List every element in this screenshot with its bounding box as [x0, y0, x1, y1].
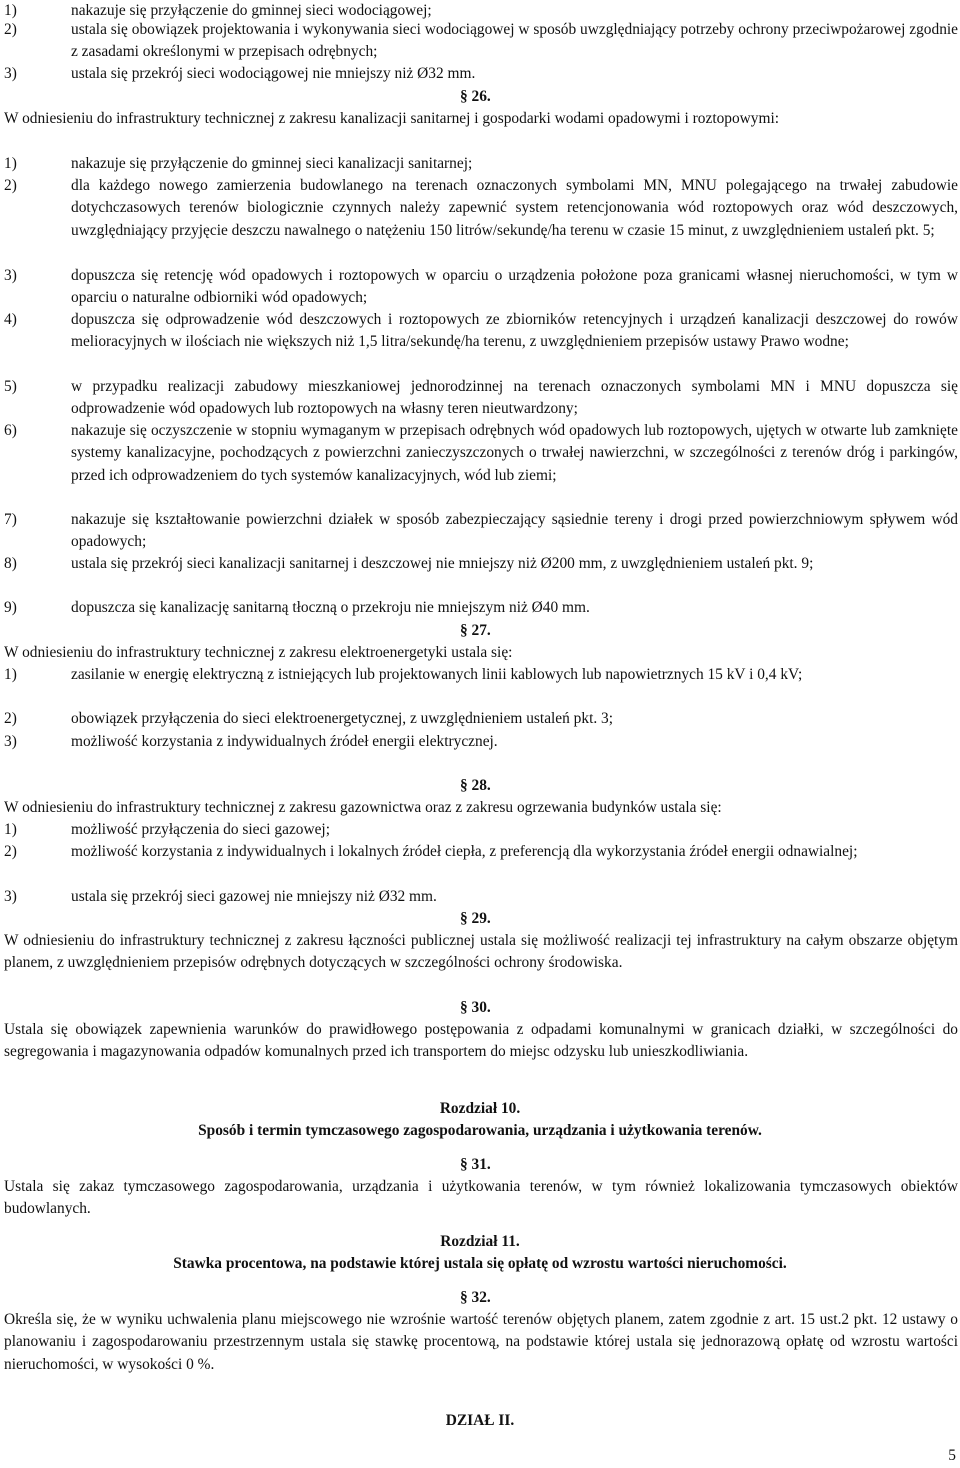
chapter-11-label: Rozdział 11.: [440, 1233, 520, 1250]
list-item-number: 2): [4, 177, 17, 194]
list-item: [4, 153, 958, 175]
list-item-number: 4): [4, 311, 17, 328]
list-item-text: ustala się obowiązek projektowania i wykonywania sieci wodociągowej w sposób uwzględniający potrzeby ochrony przeciwpożarowej zgodnie z zasadami określonymi w przepisach odrębnych;: [71, 21, 958, 61]
paragraph-32-heading: § 32.: [460, 1289, 491, 1306]
list-item: [4, 63, 958, 85]
list-item: [4, 819, 958, 841]
paragraph-29-text: W odniesieniu do infrastruktury technicznej z zakresu łączności publicznej ustala się możliwość realizacji tej infrastruktury na całym obszarze objętym planem, z uwzględnieniem przepisów odrębnych dotyczących w szczególności ochrony środowiska.: [4, 932, 958, 972]
list-item-text: ustala się przekrój sieci gazowej nie mniejszy niż Ø32 mm.: [71, 888, 437, 905]
list-item-text: możliwość przyłączenia do sieci gazowej;: [71, 821, 330, 838]
list-item: [4, 420, 958, 487]
list-item: [4, 597, 958, 619]
list-item: [4, 265, 958, 310]
paragraph-31-text: Ustala się zakaz tymczasowego zagospodarowania, urządzania i użytkowania terenów, w tym również lokalizowania tymczasowych obiektów budowlanych.: [4, 1178, 958, 1218]
list-item-text: ustala się przekrój sieci wodociągowej nie mniejszy niż Ø32 mm.: [71, 65, 476, 82]
list-item-number: 7): [4, 511, 17, 528]
list-item: [4, 841, 958, 863]
paragraph-32-text: Określa się, że w wyniku uchwalenia planu miejscowego nie wzrośnie wartość terenów objętych planem, zatem zgodnie z art. 15 ust.2 pkt. 12 ustawy o planowaniu i zagospodarowaniu przestrzennym ustala się stawkę procentową, na podstawie której ustala się jednorazową opłatę od wzrostu wartości nieruchomości, w wysokości 0 %.: [4, 1311, 958, 1373]
list-item-number: 1): [4, 2, 17, 19]
chapter-11-title: Stawka procentowa, na podstawie której ustala się opłatę od wzrostu wartości nieruchomości.: [173, 1255, 787, 1272]
list-item-number: 1): [4, 155, 17, 172]
paragraph-26-intro: W odniesieniu do infrastruktury technicznej z zakresu kanalizacji sanitarnej i gospodarki wodami opadowymi i roztopowymi:: [4, 110, 780, 127]
list-item-number: 1): [4, 666, 17, 683]
paragraph-28-heading: § 28.: [460, 777, 491, 794]
list-item: [4, 886, 958, 908]
chapter-10-label: Rozdział 10.: [439, 1100, 521, 1117]
list-item: [4, 175, 958, 242]
list-item-number: 3): [4, 733, 17, 750]
paragraph-30-heading: § 30.: [460, 999, 491, 1016]
page-number: 5: [948, 1447, 956, 1464]
list-item-text: dla każdego nowego zamierzenia budowlanego na terenach oznaczonych symbolami MN, MNU polegającego na trwałej zabudowie dotychczasowych terenów biologicznie czynnych należy zapewnić system retencjonowania wód roztopowych oraz wód deszczowych, uwzględniający przyjęcie deszczu nawalnego o natężeniu 150 litrów/sekundę/ha terenu w czasie 15 minut, z uwzględnieniem ustaleń pkt. 5;: [71, 177, 958, 239]
list-item: [4, 19, 958, 64]
list-item-number: 3): [4, 267, 17, 284]
paragraph-26-heading: § 26.: [460, 88, 491, 105]
list-item: [4, 553, 958, 575]
list-item-text: możliwość korzystania z indywidualnych i lokalnych źródeł ciepła, z preferencją dla wykorzystania źródeł energii odnawialnej;: [71, 843, 858, 860]
paragraph-29-heading: § 29.: [460, 910, 491, 927]
list-item-number: 2): [4, 710, 17, 727]
list-item-text: nakazuje się oczyszczenie w stopniu wymaganym w przepisach odrębnych wód opadowych lub roztopowych, ujętych w otwarte lub zamknięte systemy kanalizacyjne, pochodzących z powierzchni zanieczyszczonych o trwałej nawierzchni, w szczególności z terenów dróg i parkingów, przed ich odprowadzeniem do tych systemów kanalizacyjnych, wód lub ziemi;: [71, 422, 958, 484]
list-item-text: dopuszcza się odprowadzenie wód deszczowych i roztopowych ze zbiorników retencyjnych i urządzeń kanalizacji deszczowej do rowów melioracyjnych w ilościach nie większych niż 1,5 litra/sekundę/ha terenu, z uwzględnieniem przepisów ustawy Prawo wodne;: [71, 311, 958, 351]
list-item-number: 3): [4, 888, 17, 905]
list-item-number: 8): [4, 555, 17, 572]
list-item: [4, 309, 958, 354]
list-item-number: 5): [4, 378, 17, 395]
paragraph-27-intro: W odniesieniu do infrastruktury technicznej z zakresu elektroenergetyki ustala się:: [4, 644, 513, 661]
list-item-text: nakazuje się przyłączenie do gminnej sieci kanalizacji sanitarnej;: [71, 155, 473, 172]
list-item-number: 3): [4, 65, 17, 82]
list-item-text: w przypadku realizacji zabudowy mieszkaniowej jednorodzinnej na terenach oznaczonych symbolami MN i MNU dopuszcza się odprowadzenie wód opadowych lub roztopowych na własny teren nieutwardzony;: [71, 378, 958, 418]
paragraph-28-intro: W odniesieniu do infrastruktury technicznej z zakresu gazownictwa oraz z zakresu ogrzewania budynków ustala się:: [4, 799, 722, 816]
list-item-text: ustala się przekrój sieci kanalizacji sanitarnej i deszczowej nie mniejszy niż Ø200 mm, z uwzględnieniem ustaleń pkt. 9;: [71, 555, 814, 572]
section-heading: DZIAŁ II.: [445, 1412, 515, 1429]
list-item-text: zasilanie w energię elektryczną z istniejących lub projektowanych linii kablowych lub napowietrznych 15 kV i 0,4 kV;: [71, 666, 803, 683]
list-item-text: dopuszcza się retencję wód opadowych i roztopowych w oparciu o urządzenia położone poza granicami własnej nieruchomości, w tym w oparciu o naturalne odbiorniki wód opadowych;: [71, 267, 958, 307]
paragraph-31-heading: § 31.: [460, 1156, 491, 1173]
list-item-number: 9): [4, 599, 17, 616]
list-item-number: 2): [4, 21, 17, 38]
list-item: [4, 708, 958, 730]
list-item: [4, 731, 958, 753]
list-item-number: 1): [4, 821, 17, 838]
list-item-text: dopuszcza się kanalizację sanitarną tłoczną o przekroju nie mniejszym niż Ø40 mm.: [71, 599, 590, 616]
list-item: [4, 376, 958, 421]
list-item-text: nakazuje się kształtowanie powierzchni działek w sposób zabezpieczający sąsiednie tereny i drogi przed powierzchniowym spływem wód opadowych;: [71, 511, 958, 551]
chapter-10-title: Sposób i termin tymczasowego zagospodarowania, urządzania i użytkowania terenów.: [198, 1122, 762, 1139]
list-item-text: obowiązek przyłączenia do sieci elektroenergetycznej, z uwzględnieniem ustaleń pkt. 3;: [71, 710, 614, 727]
paragraph-27-heading: § 27.: [460, 622, 491, 639]
list-item: [4, 664, 958, 686]
list-item-number: 6): [4, 422, 17, 439]
list-item: [4, 509, 958, 554]
list-item-number: 2): [4, 843, 17, 860]
paragraph-30-text: Ustala się obowiązek zapewnienia warunków do prawidłowego postępowania z odpadami komunalnymi w granicach działki, w szczególności do segregowania i magazynowania odpadów komunalnych przed ich transportem do miejsc odzysku lub unieszkodliwiania.: [4, 1021, 958, 1061]
list-item-text: możliwość korzystania z indywidualnych źródeł energii elektrycznej.: [71, 733, 498, 750]
list-item-text: nakazuje się przyłączenie do gminnej sieci wodociągowej;: [71, 2, 432, 19]
